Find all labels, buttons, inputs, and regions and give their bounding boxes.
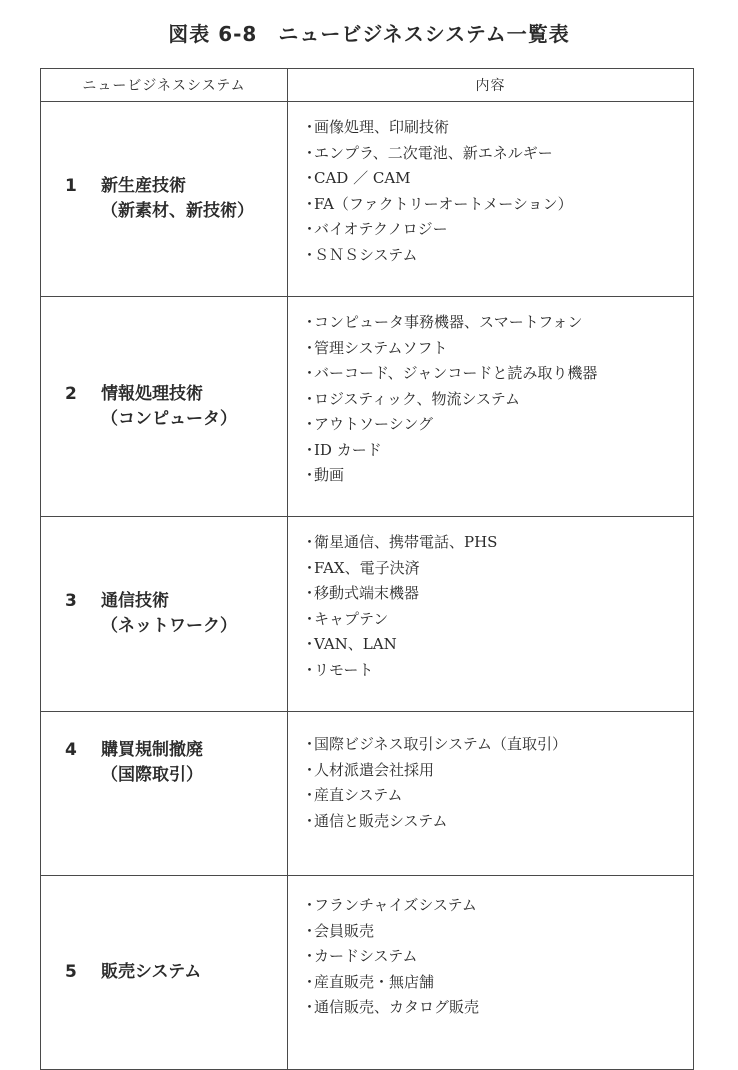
- list-item: ・ 産直販売・無店舗: [304, 970, 693, 996]
- system-name: 購買規制撤廃: [101, 740, 203, 760]
- new-business-systems-table: [40, 68, 694, 1070]
- header-content: 内容: [288, 69, 694, 102]
- system-subtitle: （国際取引）: [101, 765, 203, 785]
- table-row: [41, 102, 694, 297]
- list-item: ・ バーコード、ジャンコードと読み取り機器: [304, 361, 693, 387]
- list-item: ・ 国際ビジネス取引システム（直取引）: [304, 732, 693, 758]
- table-row: [41, 876, 694, 1070]
- system-number: 5: [65, 962, 77, 982]
- table-row: [41, 297, 694, 517]
- list-item: ・ ロジスティック、物流システム: [304, 387, 693, 413]
- system-name: 情報処理技術: [101, 383, 203, 404]
- list-item: ・ リモート: [304, 658, 693, 684]
- system-cell: [41, 876, 288, 1070]
- system-name: 新生産技術: [101, 176, 186, 196]
- system-subtitle: （ネットワーク）: [101, 616, 237, 636]
- content-cell: [288, 712, 694, 876]
- content-cell: [288, 517, 694, 712]
- list-item: ・ 管理システムソフト: [304, 336, 693, 362]
- list-item: ・ FA（ファクトリーオートメーション）: [304, 192, 693, 218]
- list-item: ・ ＳＮＳシステム: [304, 243, 693, 269]
- list-item: ・ アウトソーシング: [304, 412, 693, 438]
- system-name: 販売システム: [101, 962, 202, 982]
- list-item: ・ 動画: [304, 463, 693, 489]
- system-name: 通信技術: [101, 591, 169, 611]
- list-item: ・ ID カード: [304, 438, 693, 464]
- table-row: [41, 517, 694, 712]
- system-subtitle: （新素材、新技術）: [101, 201, 254, 221]
- system-number: 3: [65, 591, 77, 611]
- system-number: 4: [65, 740, 77, 760]
- list-item: ・ フランチャイズシステム: [304, 893, 693, 919]
- content-cell: [288, 102, 694, 297]
- list-item: ・ コンピュータ事務機器、スマートフォン: [304, 310, 693, 336]
- list-item: ・ 移動式端末機器: [304, 581, 693, 607]
- list-item: ・ バイオテクノロジー: [304, 217, 693, 243]
- list-item: ・ VAN、LAN: [304, 632, 693, 658]
- list-item: ・ 会員販売: [304, 919, 693, 945]
- header-system: ニュービジネスシステム: [41, 69, 288, 102]
- list-item: ・ エンプラ、二次電池、新エネルギー: [304, 141, 693, 167]
- system-number: 2: [65, 383, 77, 404]
- page-title: 図表 6-8 ニュービジネスシステム一覧表: [168, 22, 570, 46]
- list-item: ・ 画像処理、印刷技術: [304, 115, 693, 141]
- list-item: ・ 衛星通信、携帯電話、PHS: [304, 530, 693, 556]
- list-item: ・ 人材派遣会社採用: [304, 758, 693, 784]
- list-item: ・ キャプテン: [304, 607, 693, 633]
- system-number: 1: [65, 176, 77, 196]
- list-item: ・ 産直システム: [304, 783, 693, 809]
- list-item: ・ FAX、電子決済: [304, 556, 693, 582]
- system-cell: [41, 712, 288, 876]
- system-subtitle: （コンピュータ）: [101, 408, 237, 429]
- table-header-row: [41, 69, 694, 102]
- table-row: [41, 712, 694, 876]
- list-item: ・ 通信と販売システム: [304, 809, 693, 835]
- system-cell: [41, 297, 288, 517]
- list-item: ・ カードシステム: [304, 944, 693, 970]
- content-cell: [288, 297, 694, 517]
- system-cell: [41, 102, 288, 297]
- system-cell: [41, 517, 288, 712]
- content-cell: [288, 876, 694, 1070]
- list-item: ・ 通信販売、カタログ販売: [304, 995, 693, 1021]
- list-item: ・ CAD ／ CAM: [304, 166, 693, 192]
